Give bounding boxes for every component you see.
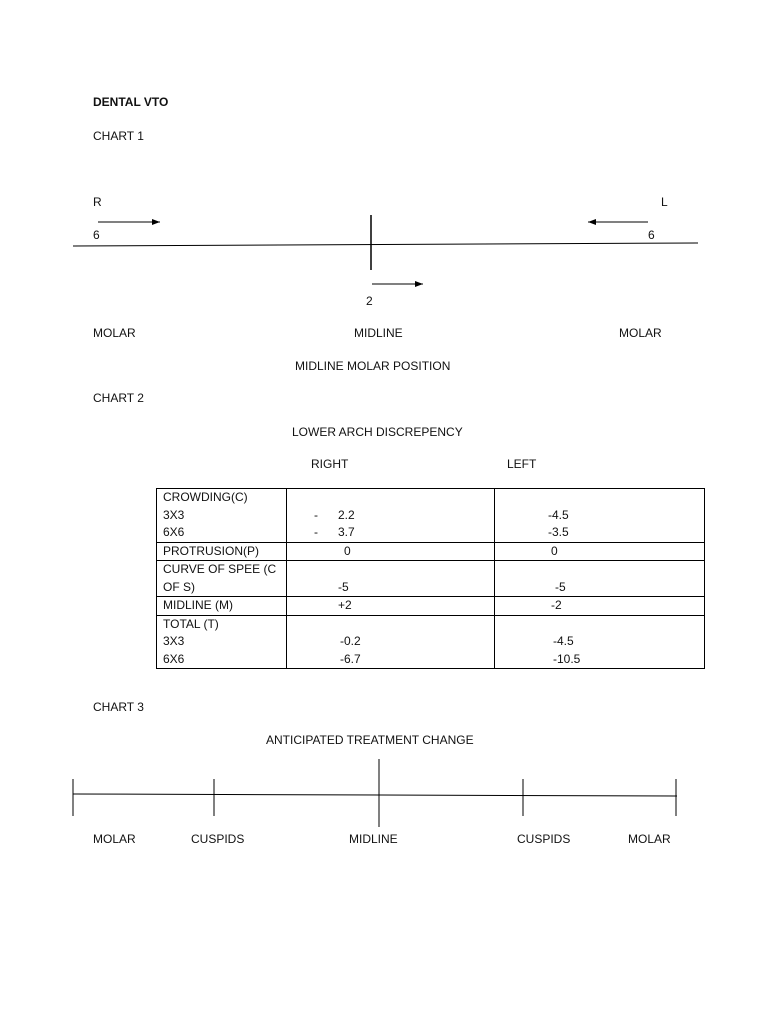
right-value-cell [287, 489, 495, 543]
row-label-cell [157, 542, 287, 561]
row-label: 3X3 [163, 634, 185, 648]
chart3-label-molar-right: MOLAR [93, 832, 136, 846]
table-row-total [157, 615, 705, 669]
right-value: - 2.2 [314, 507, 355, 522]
table-row-crowding [157, 489, 705, 543]
lower-arch-discrepancy-table [156, 488, 705, 669]
row-label: 6X6 [163, 651, 185, 666]
right-value [340, 616, 488, 634]
right-value: -0.2 [340, 634, 361, 648]
chart3-heading: CHART 3 [93, 700, 144, 714]
left-value [553, 616, 698, 634]
row-label: OF S) [163, 579, 195, 594]
row-label: MIDLINE (M) [163, 598, 233, 612]
chart3-label-midline: MIDLINE [349, 832, 398, 846]
left-value: -3.5 [548, 525, 569, 539]
right-value: -5 [338, 579, 349, 594]
row-label: CROWDING(C) [163, 490, 248, 504]
row-label: PROTRUSION(P) [163, 543, 259, 558]
chart1-heading: CHART 1 [93, 129, 144, 143]
chart2-heading: CHART 2 [93, 391, 144, 405]
left-value: -4.5 [553, 634, 574, 648]
right-value-cell [287, 542, 495, 561]
chart1-left-side-label: L [661, 195, 668, 209]
right-value-cell [287, 597, 495, 616]
left-value [555, 561, 698, 579]
row-label: CURVE OF SPEE (C [163, 562, 277, 576]
row-label-cell [157, 561, 287, 597]
chart3-title: ANTICIPATED TREATMENT CHANGE [266, 733, 474, 747]
left-value-cell [495, 561, 705, 597]
left-value-cell [495, 597, 705, 616]
right-value-cell [287, 615, 495, 669]
right-value-cell [287, 561, 495, 597]
row-label: 6X6 [163, 525, 185, 539]
left-value-cell [495, 542, 705, 561]
chart3-label-cuspids-right: CUSPIDS [191, 832, 245, 846]
left-value: -10.5 [553, 651, 581, 666]
chart3-label-cuspids-left: CUSPIDS [517, 832, 571, 846]
chart1-right-side-label: R [93, 195, 102, 209]
row-label-cell [157, 597, 287, 616]
table-row-protrusion [157, 542, 705, 561]
chart2-col-right: RIGHT [311, 457, 349, 471]
chart2-col-left: LEFT [507, 457, 537, 471]
left-value: -4.5 [548, 507, 569, 522]
right-value: +2 [338, 598, 352, 612]
right-value: - 3.7 [314, 525, 355, 539]
row-label: 3X3 [163, 507, 185, 522]
chart1-right-molar-value: 6 [93, 228, 100, 242]
right-value [314, 489, 488, 507]
row-label-cell [157, 615, 287, 669]
right-value: 0 [344, 543, 351, 558]
row-label: TOTAL (T) [163, 616, 219, 631]
row-label-cell [157, 489, 287, 543]
chart1-label-molar-left: MOLAR [619, 326, 662, 340]
chart1-baseline [73, 243, 698, 246]
right-value [338, 561, 488, 579]
chart1-label-molar-right: MOLAR [93, 326, 136, 340]
chart3-label-molar-left: MOLAR [628, 832, 671, 846]
left-value-cell [495, 489, 705, 543]
left-value: -2 [551, 598, 562, 612]
chart1-caption: MIDLINE MOLAR POSITION [295, 359, 451, 373]
left-value: 0 [551, 543, 558, 558]
right-value: -6.7 [340, 651, 361, 666]
left-value [548, 489, 698, 507]
chart2-title: LOWER ARCH DISCREPENCY [292, 425, 463, 439]
chart1-midline-value: 2 [366, 294, 373, 308]
table-row-curve-of-spee [157, 561, 705, 597]
table-row-midline [157, 597, 705, 616]
document-title: DENTAL VTO [93, 95, 169, 109]
left-value-cell [495, 615, 705, 669]
chart1-left-molar-value: 6 [648, 228, 655, 242]
left-value: -5 [555, 579, 566, 594]
chart1-label-midline: MIDLINE [354, 326, 403, 340]
chart3-baseline [73, 794, 677, 796]
